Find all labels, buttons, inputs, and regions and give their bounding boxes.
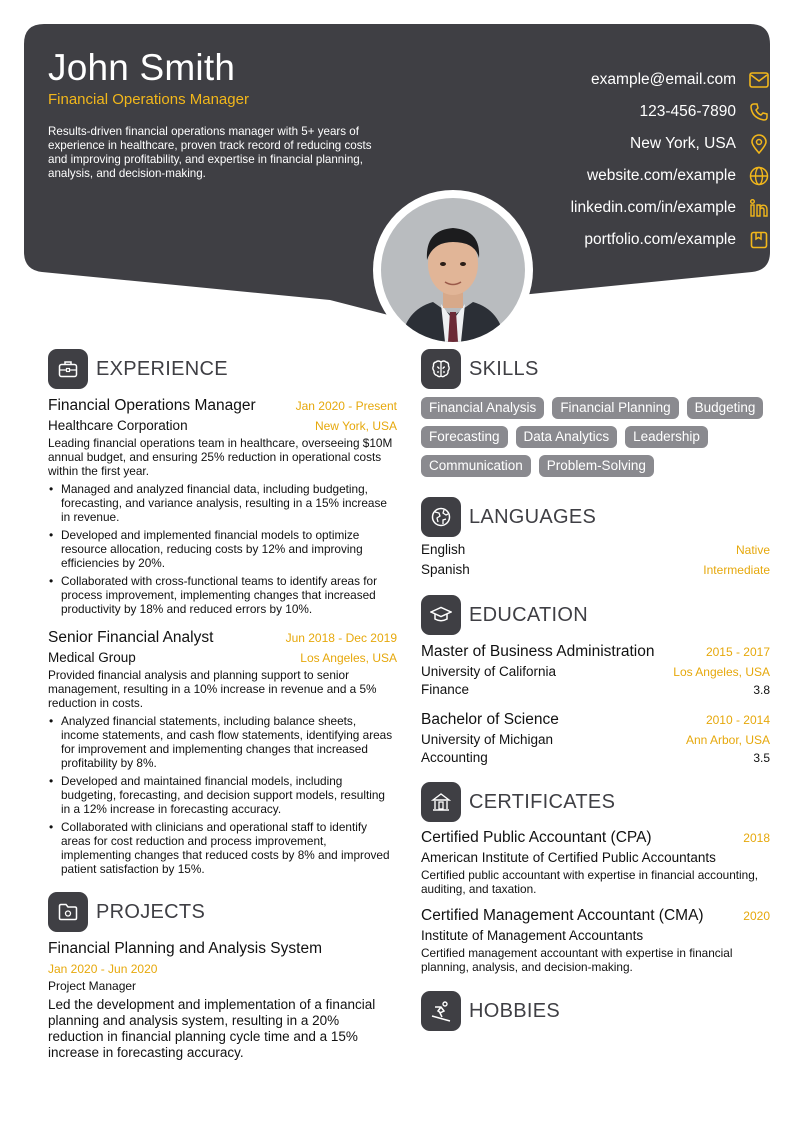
projects-title: PROJECTS [96,900,206,923]
languages-list [421,542,770,582]
contact-website-text[interactable]: website.com/example [586,167,736,184]
job-location: Los Angeles, USA [300,651,397,665]
language-level: Native [735,543,770,557]
skill-chip: Data Analytics [516,426,618,448]
certificate-issuer: American Institute of Certified Public Accountants [421,850,716,865]
job-description: Provided financial analysis and planning support to senior management, resulting in a 10% increase in revenue and a 5% reduction in costs. [48,668,377,710]
skill-chip: Financial Analysis [421,397,544,419]
skill-chip: Leadership [625,426,708,448]
job-role: Senior Financial Analyst [48,629,214,646]
experience-item [48,629,397,876]
language-name: Spanish [421,562,470,577]
skill-chip: Problem-Solving [539,455,654,477]
job-bullet: • Collaborated with clinicians and operational staff to identify areas for cost reduction and process improvement, implementing changes that reduced costs by 8% and improved patient satisfaction by 15%. [48,820,397,876]
school-location: Ann Arbor, USA [685,733,770,747]
school-location: Los Angeles, USA [673,665,770,679]
job-date: Jan 2020 - Present [295,399,397,413]
portfolio-icon [748,229,770,251]
skill-chip: Communication [421,455,531,477]
certificate-issuer: Institute of Management Accountants [421,928,644,943]
languages-title: LANGUAGES [469,505,597,528]
project-date: Jan 2020 - Jun 2020 [48,962,158,976]
project-name: Financial Planning and Analysis System [48,940,322,957]
education-date: 2015 - 2017 [705,645,770,659]
skill-chip: Budgeting [687,397,764,419]
mail-icon [748,69,770,91]
certificates-title: CERTIFICATES [469,790,616,813]
hobbies-title: HOBBIES [469,999,561,1022]
language-level: Intermediate [703,563,770,577]
job-bullets [48,714,397,876]
language-name: English [421,542,466,557]
degree: Master of Business Administration [421,643,655,660]
job-location: New York, USA [314,419,397,433]
skills-title: SKILLS [469,357,539,380]
certificate-year: 2018 [743,831,770,845]
location-pin-icon [748,133,770,155]
school: University of Michigan [421,732,554,747]
brain-icon [421,349,461,389]
education-title: EDUCATION [469,603,588,626]
project-description: Led the development and implementation of a financial planning and analysis system, resulting in a 20% reduction in financial planning cycle time and a 15% increase in forecasting accuracy. [48,997,376,1060]
job-date: Jun 2018 - Dec 2019 [285,631,397,645]
degree: Bachelor of Science [421,711,559,728]
language-row [421,542,770,562]
job-bullet: • Collaborated with cross-functional teams to identify areas for process improvement, implementing changes that increased productivity by 18% and reduced errors by 10%. [48,574,397,616]
graduation-cap-icon [421,595,461,635]
certificate-item [421,907,770,974]
contact-email[interactable] [440,64,770,96]
job-org: Medical Group [48,650,136,665]
summary: Results-driven financial operations manager with 5+ years of experience in healthcare, proven track record of reducing costs and improving profitability, and expertise in financial planning, analysis, and decision-making. [48,125,372,180]
education-item [421,643,770,697]
experience-item [48,397,397,616]
field: Accounting [421,750,488,765]
job-description: Leading financial operations team in healthcare, overseeing $10M annual budget, and ensuring 25% reduction in operational costs within the first year. [48,436,393,478]
language-icon [421,497,461,537]
contact-email-text[interactable]: example@email.com [591,71,736,88]
skills-header [421,349,770,389]
candidate-name: John Smith [48,47,236,88]
project-item [48,940,397,1061]
job-role: Financial Operations Manager [48,397,256,414]
languages-header [421,497,770,537]
certificate-year: 2020 [743,909,770,923]
school: University of California [421,664,557,679]
avatar [381,198,525,342]
contact-location [440,128,770,160]
job-bullet: • Managed and analyzed financial data, including budgeting, forecasting, and variance analysis, resulting in a 15% increase in revenue. [48,482,397,524]
contact-linkedin-text[interactable]: linkedin.com/in/example [570,199,736,216]
contact-location-text: New York, USA [630,135,736,152]
briefcase-icon [48,349,88,389]
hobbies-header [421,991,770,1031]
job-bullets [48,482,397,616]
gpa: 3.5 [753,751,770,765]
education-date: 2010 - 2014 [705,713,770,727]
contact-portfolio-text[interactable]: portfolio.com/example [584,231,736,248]
certificate-description: Certified management accountant with expertise in financial planning, analysis, and decision-making. [421,946,733,974]
left-column [48,349,397,1061]
certificates-header [421,782,770,822]
education-item [421,711,770,765]
certificate-name: Certified Management Accountant (CMA) [421,907,704,924]
phone-icon [748,101,770,123]
skill-chip: Forecasting [421,426,508,448]
experience-header [48,349,397,389]
globe-icon [748,165,770,187]
project-role: Project Manager [48,979,137,993]
job-bullet: • Developed and implemented financial models to optimize resource allocation, reducing costs by 12% and improving efficiencies by 20%. [48,528,397,570]
projects-header [48,892,397,932]
contact-phone[interactable] [440,96,770,128]
building-icon [421,782,461,822]
certificate-name: Certified Public Accountant (CPA) [421,829,652,846]
certificate-description: Certified public accountant with expertise in financial accounting, auditing, and taxation. [421,868,759,896]
skills-list [421,397,770,477]
skiing-icon [421,991,461,1031]
gpa: 3.8 [753,683,770,697]
contact-phone-text[interactable]: 123-456-7890 [639,103,736,120]
field: Finance [421,682,470,697]
linkedin-icon [748,197,770,219]
certificate-item [421,829,770,896]
job-bullet: • Analyzed financial statements, including balance sheets, income statements, and cash flow statements, identifying areas for improvement and implementing changes that increased profitability by 8%. [48,714,397,770]
experience-title: EXPERIENCE [96,357,228,380]
candidate-title: Financial Operations Manager [48,91,249,108]
education-header [421,595,770,635]
job-org: Healthcare Corporation [48,418,188,433]
right-column [421,349,770,1040]
language-row [421,562,770,582]
job-bullet: • Developed and maintained financial models, including budgeting, forecasting, and decision support models, resulting in a 12% increase in forecasting accuracy. [48,774,397,816]
skill-chip: Financial Planning [552,397,678,419]
folder-icon [48,892,88,932]
contact-website[interactable] [440,160,770,192]
